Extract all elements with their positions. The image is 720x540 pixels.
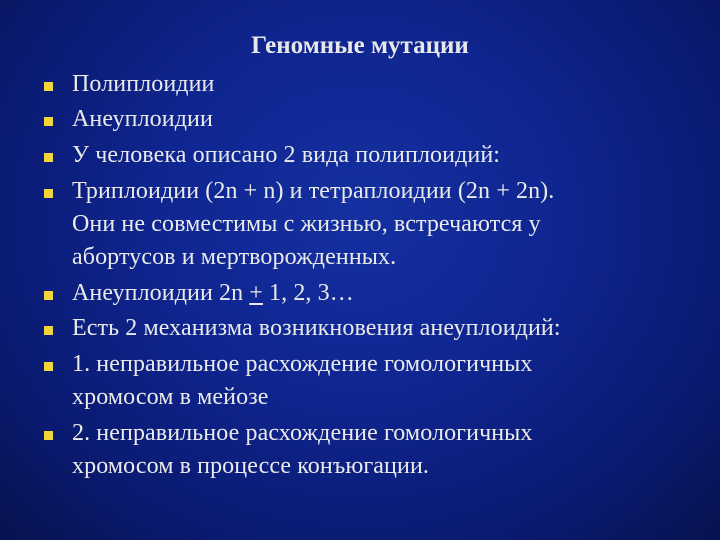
- slide-title: Геномные мутации: [251, 32, 469, 59]
- square-bullet-icon: [44, 117, 53, 126]
- list-item-text: [72, 103, 692, 136]
- plus-minus-sign: +: [249, 280, 263, 306]
- list-item-text: [72, 277, 692, 310]
- list-item-text: [72, 417, 692, 483]
- list-item-line: У человека описано 2 вида полиплоидий:: [72, 142, 501, 168]
- list-item-text: [72, 175, 692, 274]
- aneuploidy-prefix: Анеуплоидии 2n: [72, 280, 250, 306]
- list-item-text: [72, 139, 692, 172]
- list-item-line: Триплоидии (2n + n) и тетраплоидии (2n + 2n).: [72, 178, 555, 204]
- aneuploidy-suffix: 1, 2, 3…: [262, 280, 354, 306]
- square-bullet-icon: [44, 291, 53, 300]
- list-item-line: абортусов и мертворожденных.: [72, 244, 397, 270]
- list-item-line: хромосом в процессе конъюгации.: [72, 453, 429, 479]
- list-item-line: хромосом в мейозе: [72, 384, 269, 410]
- list-item-line: 1. неправильное расхождение гомологичных: [72, 351, 533, 377]
- list-item-line: [72, 277, 692, 310]
- square-bullet-icon: [44, 82, 53, 91]
- square-bullet-icon: [44, 189, 53, 198]
- square-bullet-icon: [44, 362, 53, 371]
- list-item-line: Полиплоидии: [72, 71, 215, 97]
- list-item-text: [72, 312, 692, 345]
- square-bullet-icon: [44, 431, 53, 440]
- list-item-text: [72, 348, 692, 414]
- list-item-line: 2. неправильное расхождение гомологичных: [72, 420, 533, 446]
- list-item-line: Они не совместимы с жизнью, встречаются у: [72, 211, 541, 237]
- square-bullet-icon: [44, 153, 53, 162]
- list-item-line: Есть 2 механизма возникновения анеуплоидий:: [72, 315, 561, 341]
- list-item-text: [72, 68, 692, 101]
- list-item-line: Анеуплоидии: [72, 106, 213, 132]
- square-bullet-icon: [44, 326, 53, 335]
